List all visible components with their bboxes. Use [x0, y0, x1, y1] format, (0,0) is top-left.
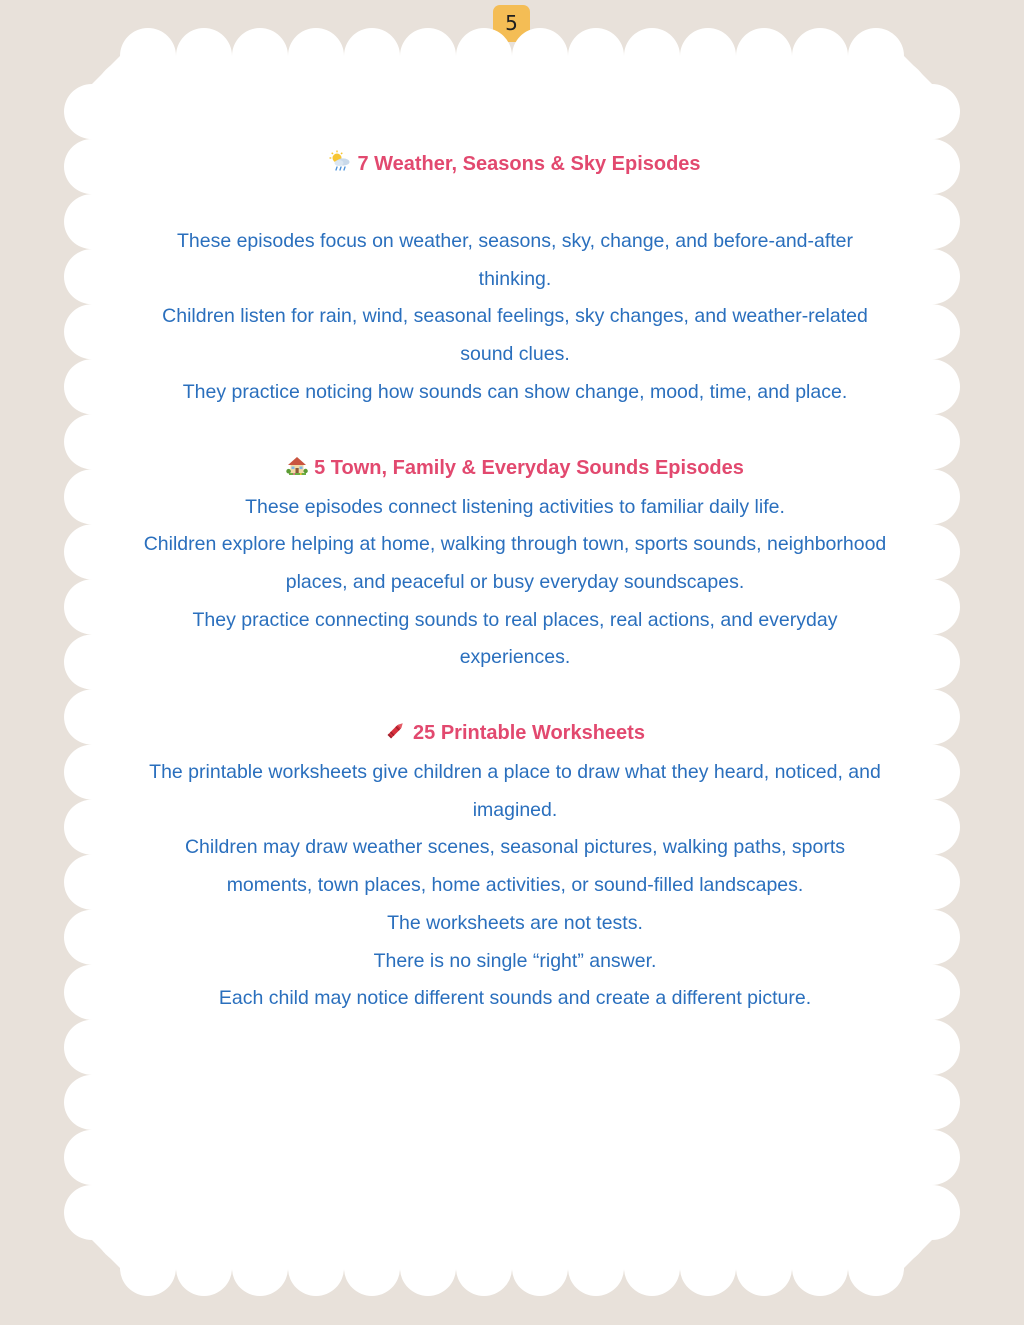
section-paragraph: Children may draw weather scenes, seasonal pictures, walking paths, sports moments, town places, home activities, or sound-filled landscapes.	[184, 836, 846, 897]
spacer	[140, 185, 890, 223]
section-paragraph: Each child may notice different sounds and create a different picture.	[218, 987, 812, 1010]
page-number-badge: 5	[493, 5, 530, 42]
section-heading-text: 25 Printable Worksheets	[413, 722, 645, 745]
section-heading-text: 5 Town, Family & Everyday Sounds Episodes	[314, 456, 744, 479]
section-paragraph: The printable worksheets give children a place to draw what they heard, noticed, and imagined.	[149, 761, 881, 821]
section-heading-town	[140, 449, 890, 489]
section-paragraph: These episodes focus on weather, seasons, sky, change, and before-and-after thinking.	[176, 230, 854, 290]
sun-behind-rain-cloud-icon	[329, 147, 351, 185]
section-paragraph: They practice connecting sounds to real places, real actions, and everyday experiences.	[192, 608, 838, 669]
section-heading-worksheets	[140, 714, 890, 754]
section-paragraph: There is no single “right” answer.	[373, 949, 657, 972]
house-with-garden-icon	[286, 451, 308, 489]
section-paragraph: Children listen for rain, wind, seasonal feelings, sky changes, and weather-related sound clues.	[162, 305, 868, 366]
section-paragraph: The worksheets are not tests.	[387, 911, 643, 934]
spacer	[140, 412, 890, 449]
spacer	[140, 677, 890, 714]
section-paragraph: These episodes connect listening activities to familiar daily life.	[245, 495, 785, 518]
page-content	[140, 145, 890, 1018]
section-heading-text: 7 Weather, Seasons & Sky Episodes	[357, 153, 701, 175]
section-paragraph: They practice noticing how sounds can show change, mood, time, and place.	[182, 380, 848, 403]
section-paragraph: Children explore helping at home, walking through town, sports sounds, neighborhood places, and peaceful or busy everyday soundscapes.	[143, 533, 887, 593]
crayon-icon	[385, 716, 407, 754]
section-heading-weather	[140, 145, 890, 185]
